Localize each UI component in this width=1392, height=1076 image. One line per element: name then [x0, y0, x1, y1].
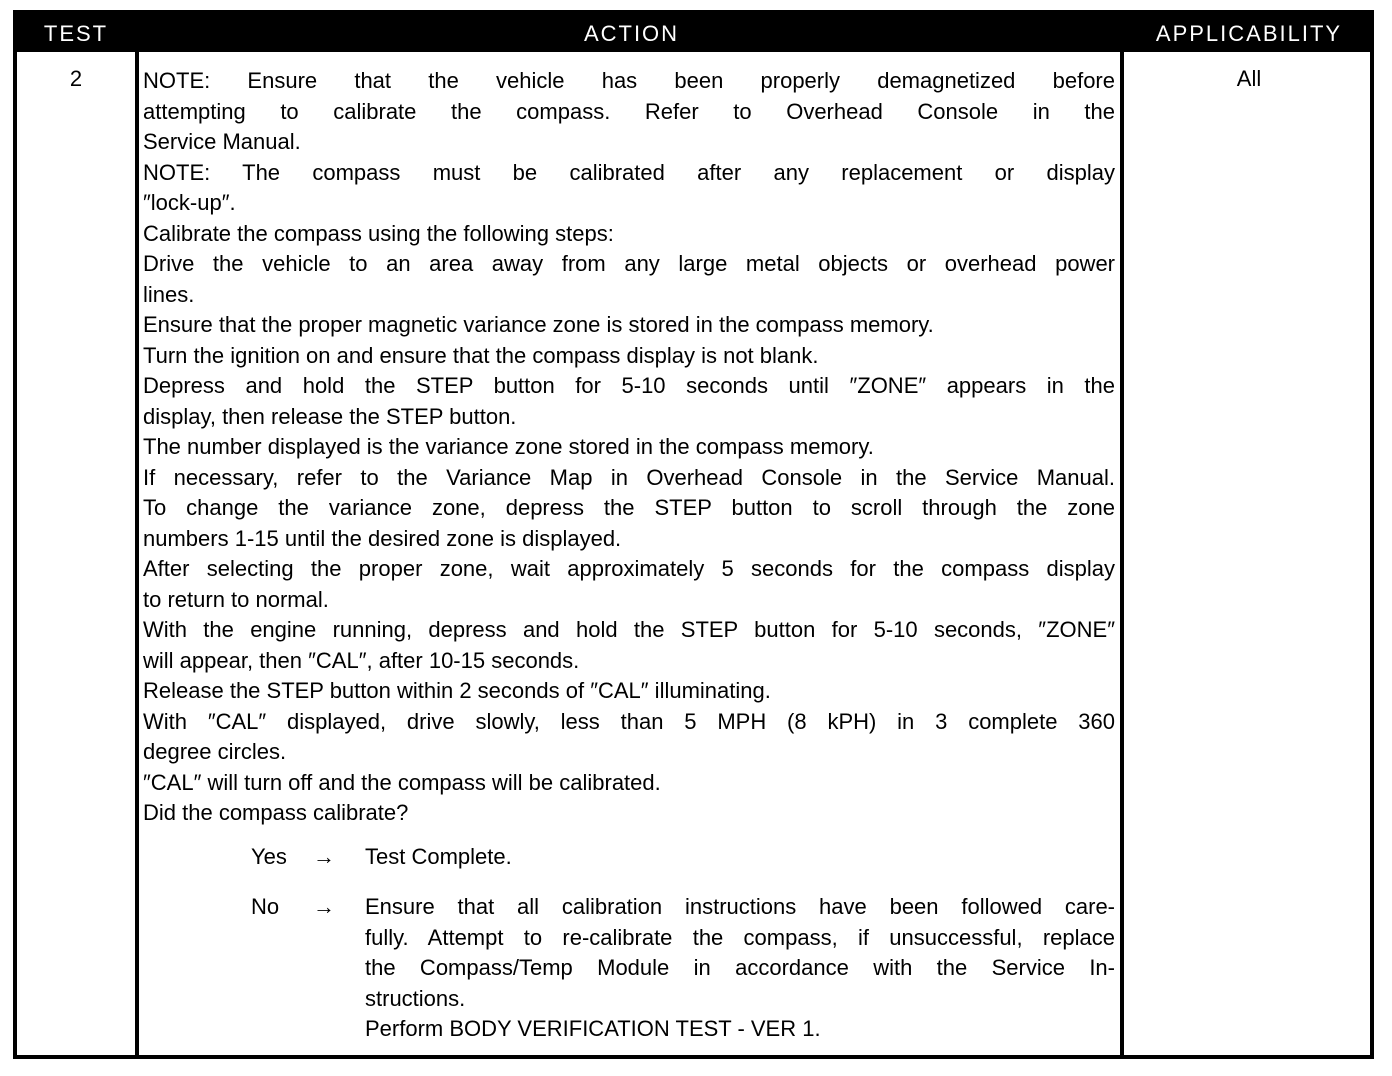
no-line: the Compass/Temp Module in accordance with the Service In-: [365, 955, 1115, 980]
action-line: To change the variance zone, depress the STEP button to scroll through the zone: [143, 495, 1115, 520]
yes-result: [365, 842, 1115, 873]
header-action: ACTION: [583, 21, 680, 46]
action-line: With the engine running, depress and hold the STEP button for 5-10 seconds, ″ZONE″: [143, 617, 1115, 642]
action-line: NOTE: The compass must be calibrated after any replacement or display: [143, 159, 1115, 185]
action-line: to return to normal.: [143, 586, 329, 612]
diagnostic-table: [13, 10, 1374, 1059]
no-line: structions.: [365, 985, 466, 1011]
action-line: display, then release the STEP button.: [143, 403, 517, 429]
action-line: Did the compass calibrate?: [143, 800, 409, 825]
action-line: Ensure that the proper magnetic variance zone is stored in the compass memory.: [143, 312, 934, 337]
no-label: No: [251, 894, 280, 919]
test-number: 2: [69, 66, 83, 91]
right-arrow-icon: →: [313, 894, 335, 919]
no-line: fully. Attempt to re-calibrate the compass, if unsuccessful, replace: [365, 924, 1115, 950]
action-line: will appear, then ″CAL″, after 10-15 seconds.: [143, 647, 580, 673]
right-arrow-icon: →: [313, 844, 335, 869]
action-line: Service Manual.: [143, 129, 301, 154]
action-line: ″CAL″ will turn off and the compass will be calibrated.: [143, 769, 661, 795]
applicability-value: All: [1236, 66, 1262, 91]
action-line: NOTE: Ensure that the vehicle has been properly demagnetized before: [143, 68, 1115, 93]
action-line: Drive the vehicle to an area away from any large metal objects or overhead power: [143, 251, 1115, 276]
no-line: Ensure that all calibration instructions have been followed care-: [365, 894, 1115, 919]
yes-line: Test Complete.: [365, 844, 512, 869]
action-line: Turn the ignition on and ensure that the compass display is not blank.: [143, 342, 819, 368]
action-text: [143, 66, 1115, 829]
action-line: If necessary, refer to the Variance Map in Overhead Console in the Service Manual.: [143, 464, 1115, 490]
action-line: degree circles.: [143, 739, 287, 764]
action-line: ″lock-up″.: [143, 190, 236, 215]
table-header: [17, 14, 1370, 52]
action-line: After selecting the proper zone, wait approximately 5 seconds for the compass display: [143, 556, 1115, 581]
header-test: TEST: [43, 21, 109, 46]
action-line: Depress and hold the STEP button for 5-10 seconds until ″ZONE″ appears in the: [143, 373, 1115, 398]
action-line: The number displayed is the variance zone stored in the compass memory.: [143, 434, 874, 459]
column-divider: [1120, 52, 1124, 1055]
action-line: numbers 1-15 until the desired zone is displayed.: [143, 525, 622, 551]
yes-label: Yes: [251, 844, 287, 869]
column-divider: [135, 52, 139, 1055]
no-line: Perform BODY VERIFICATION TEST - VER 1.: [365, 1016, 821, 1041]
header-applicability: APPLICABILITY: [1155, 21, 1343, 46]
action-line: lines.: [143, 281, 195, 307]
no-result: [365, 892, 1115, 1045]
action-line: With ″CAL″ displayed, drive slowly, less than 5 MPH (8 kPH) in 3 complete 360: [143, 708, 1115, 734]
action-line: Calibrate the compass using the following steps:: [143, 220, 614, 246]
action-line: Release the STEP button within 2 seconds of ″CAL″ illuminating.: [143, 678, 771, 703]
action-line: attempting to calibrate the compass. Refer to Overhead Console in the: [143, 98, 1115, 124]
